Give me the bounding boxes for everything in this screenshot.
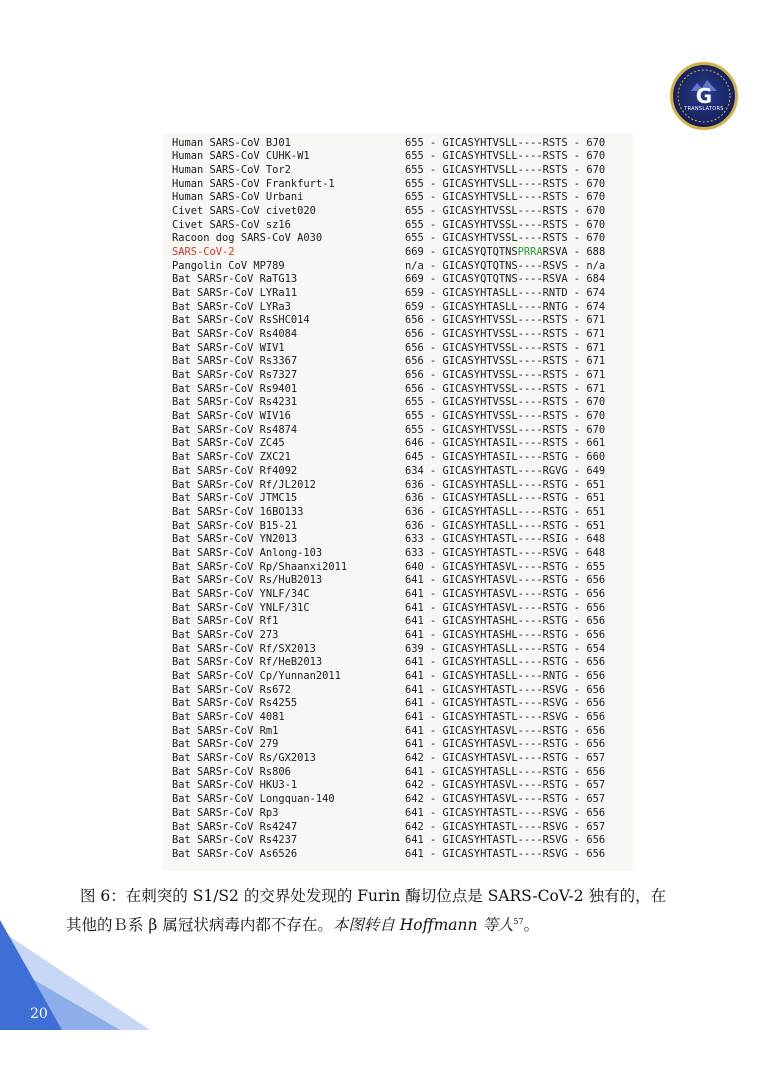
sequence-text: 641 - GICASYHTASVL----RSTG - 656 (405, 738, 606, 751)
sequence-text: 655 - GICASYHTVSSL----RSTS - 670 (405, 396, 606, 409)
alignment-figure (163, 133, 633, 871)
sequence-text: 642 - GICASYHTASVL----RSTG - 657 (405, 752, 606, 765)
sequence (405, 369, 605, 382)
strain-name: Bat SARSr-CoV YN2013 (172, 533, 298, 546)
strain-name: Bat SARSr-CoV Rs/GX2013 (172, 752, 316, 765)
logo-text: TRANSLATORS (684, 106, 724, 112)
page-number: 20 (30, 1006, 48, 1022)
sequence-text: 641 - GICASYHTASTL----RSVG - 656 (405, 711, 606, 724)
sequence (405, 451, 605, 464)
strain-name: Bat SARSr-CoV Rf/SX2013 (172, 642, 316, 655)
sequence (405, 738, 605, 751)
sequence-text: 656 - GICASYHTVSSL----RSTS - 671 (405, 369, 606, 382)
sequence-text: 659 - GICASYHTASLL----RNTG - 674 (405, 300, 606, 313)
strain-name: Bat SARSr-CoV Rs4084 (172, 328, 298, 341)
strain-name: Human SARS-CoV Frankfurt-1 (172, 177, 335, 190)
strain-name: Bat SARSr-CoV Rs4237 (172, 834, 298, 847)
sequence (405, 219, 605, 232)
sequence-text: n/a - GICASYQTQTNS----RSVS - n/a (405, 259, 606, 272)
sequence (405, 232, 605, 245)
sequence (405, 684, 605, 697)
strain-name: Bat SARSr-CoV Longquan-140 (172, 793, 335, 806)
sequence (405, 396, 605, 409)
strain-name: Bat SARSr-CoV Rs4255 (172, 697, 298, 710)
strain-name: Bat SARSr-CoV RaTG13 (172, 273, 298, 286)
sequence (405, 766, 605, 779)
sequence-text: 655 - GICASYHTVSSL----RSTS - 670 (405, 218, 606, 231)
sequence (405, 301, 605, 314)
sequence (405, 670, 605, 683)
sequence-text: 641 - GICASYHTASLL----RSTG - 656 (405, 656, 606, 669)
strain-name: Bat SARSr-CoV Anlong-103 (172, 546, 323, 559)
caption-end: 。 (523, 916, 540, 935)
sequence (405, 328, 605, 341)
logo-emblem-icon (673, 65, 735, 127)
sequence-text: 659 - GICASYHTASLL----RNTD - 674 (405, 286, 606, 299)
strain-name: Bat SARSr-CoV Rm1 (172, 724, 279, 737)
strain-name: Bat SARSr-CoV Rf1 (172, 615, 279, 628)
sequence-text: 636 - GICASYHTASLL----RSTG - 651 (405, 505, 606, 518)
strain-name: Pangolin CoV MP789 (172, 259, 285, 272)
strain-name: Bat SARSr-CoV Rs/HuB2013 (172, 574, 323, 587)
sequence-text: 641 - GICASYHTASHL----RSTG - 656 (405, 615, 606, 628)
strain-name: Bat SARSr-CoV Rp/Shaanxi2011 (172, 560, 348, 573)
strain-name: Bat SARSr-CoV LYRa3 (172, 300, 291, 313)
sequence (405, 437, 605, 450)
sequence (405, 725, 605, 738)
strain-name: Human SARS-CoV Urbani (172, 191, 304, 204)
sequence-text: 642 - GICASYHTASVL----RSTG - 657 (405, 793, 606, 806)
sequence (405, 588, 605, 601)
sequence-text: 634 - GICASYHTASTL----RGVG - 649 (405, 464, 606, 477)
sequence-text: 655 - GICASYHTVSLL----RSTS - 670 (405, 150, 606, 163)
sequence (405, 821, 605, 834)
strain-name: Bat SARSr-CoV Rs806 (172, 765, 291, 778)
sequence-text: 655 - GICASYHTVSSL----RSTS - 670 (405, 204, 606, 217)
sequence-text: 655 - GICASYHTVSSL----RSTS - 670 (405, 423, 606, 436)
strain-name: Bat SARSr-CoV Rs3367 (172, 355, 298, 368)
sequence-text: 646 - GICASYHTASIL----RSTS - 661 (405, 437, 606, 450)
sequence-text: 641 - GICASYHTASLL----RSTG - 656 (405, 765, 606, 778)
strain-name: Bat SARSr-CoV YNLF/31C (172, 601, 310, 614)
sequence (405, 574, 605, 587)
strain-name: Bat SARSr-CoV RsSHC014 (172, 314, 310, 327)
sequence-text: 641 - GICASYHTASTL----RSVG - 656 (405, 834, 606, 847)
sequence (405, 752, 605, 765)
sequence-text: 656 - GICASYHTVSSL----RSTS - 671 (405, 382, 606, 395)
sequence (405, 492, 605, 505)
strain-name: Bat SARSr-CoV B15-21 (172, 519, 298, 532)
sequence-text: 645 - GICASYHTASIL----RSTG - 660 (405, 451, 606, 464)
furin-cleavage-insert: PRRA (517, 245, 543, 258)
strain-name: Bat SARSr-CoV Rs9401 (172, 382, 298, 395)
sequence (405, 342, 605, 355)
sequence-text: 642 - GICASYHTASVL----RSTG - 657 (405, 779, 606, 792)
sequence (405, 807, 605, 820)
sequence (405, 273, 605, 286)
reference-number: 57 (513, 917, 524, 926)
sequence-text-end: RSVA - 688 (542, 245, 606, 258)
sequence (405, 711, 605, 724)
sequence-text: 656 - GICASYHTVSSL----RSTS - 671 (405, 341, 606, 354)
strain-name: Bat SARSr-CoV ZXC21 (172, 451, 291, 464)
sequence (405, 205, 605, 218)
strain-name: Bat SARSr-CoV 4081 (172, 711, 285, 724)
sequence-text: 641 - GICASYHTASVL----RSTG - 656 (405, 574, 606, 587)
translators-logo (670, 62, 738, 130)
sequence (405, 383, 605, 396)
strain-name: Bat SARSr-CoV Rp3 (172, 806, 279, 819)
sequence-text: 656 - GICASYHTVSSL----RSTS - 671 (405, 355, 606, 368)
sequence-text: 641 - GICASYHTASTL----RSVG - 656 (405, 697, 606, 710)
strain-name: Bat SARSr-CoV 279 (172, 738, 279, 751)
sequence (405, 779, 605, 792)
sequence-text: 633 - GICASYHTASTL----RSVG - 648 (405, 546, 606, 559)
caption-line-1: 图 6：在刺突的 S1/S2 的交界处发现的 Furin 酶切位点是 SARS-CoV-2 独有的，在 (80, 887, 667, 905)
sequence (405, 260, 605, 273)
sequence-text: 655 - GICASYHTVSLL----RSTS - 670 (405, 136, 606, 149)
sequence (405, 137, 605, 150)
strain-name: Bat SARSr-CoV Rs4231 (172, 396, 298, 409)
sequence-text: 641 - GICASYHTASVL----RSTG - 656 (405, 587, 606, 600)
strain-name: Bat SARSr-CoV 16BO133 (172, 505, 304, 518)
strain-name: Bat SARSr-CoV ZC45 (172, 437, 285, 450)
sequence-text: 655 - GICASYHTVSLL----RSTS - 670 (405, 163, 606, 176)
sequence-text: 669 - GICASYQTQTNS----RSVA - 684 (405, 273, 606, 286)
sequence-text: 636 - GICASYHTASLL----RSTG - 651 (405, 492, 606, 505)
strain-name: Bat SARSr-CoV Rs7327 (172, 369, 298, 382)
sequence (405, 602, 605, 615)
sequence (405, 615, 605, 628)
sequence-text: 641 - GICASYHTASVL----RSTG - 656 (405, 601, 606, 614)
strain-name: SARS-CoV-2 (172, 245, 235, 258)
sequence-text: 639 - GICASYHTASLL----RSTG - 654 (405, 642, 606, 655)
strain-name: Bat SARSr-CoV Cp/Yunnan2011 (172, 670, 341, 683)
sequence-text: 655 - GICASYHTVSLL----RSTS - 670 (405, 177, 606, 190)
sequence (405, 533, 605, 546)
strain-name: Bat SARSr-CoV WIV16 (172, 410, 291, 423)
sequence-text: 655 - GICASYHTVSSL----RSTS - 670 (405, 232, 606, 245)
sequence-text: 656 - GICASYHTVSSL----RSTS - 671 (405, 314, 606, 327)
strain-name: Bat SARSr-CoV Rs4247 (172, 820, 298, 833)
sequence-text: 633 - GICASYHTASTL----RSIG - 648 (405, 533, 606, 546)
sequence (405, 178, 605, 191)
strain-name: Racoon dog SARS-CoV A030 (172, 232, 323, 245)
sequence-text: 641 - GICASYHTASVL----RSTG - 656 (405, 724, 606, 737)
sequence (405, 246, 605, 259)
sequence (405, 465, 605, 478)
sequence-text: 640 - GICASYHTASVL----RSTG - 655 (405, 560, 606, 573)
sequence (405, 506, 605, 519)
sequence (405, 287, 605, 300)
strain-name: Bat SARSr-CoV Rs4874 (172, 423, 298, 436)
sequence-text: 641 - GICASYHTASTL----RSVG - 656 (405, 847, 606, 860)
strain-name: Bat SARSr-CoV Rf/JL2012 (172, 478, 316, 491)
strain-name: Civet SARS-CoV civet020 (172, 204, 316, 217)
sequence (405, 424, 605, 437)
sequence (405, 164, 605, 177)
sequence-text: 641 - GICASYHTASHL----RSTG - 656 (405, 628, 606, 641)
sequence (405, 314, 605, 327)
sequence (405, 479, 605, 492)
sequence-text: 636 - GICASYHTASLL----RSTG - 651 (405, 519, 606, 532)
sequence-text: 641 - GICASYHTASTL----RSVG - 656 (405, 683, 606, 696)
sequence (405, 547, 605, 560)
strain-name: Bat SARSr-CoV Rf/HeB2013 (172, 656, 323, 669)
sequence (405, 150, 605, 163)
caption-source: 本图转自 Hoffmann 等人 (332, 916, 514, 935)
strain-name: Bat SARSr-CoV Rf4092 (172, 464, 298, 477)
sequence (405, 520, 605, 533)
strain-name: Human SARS-CoV Tor2 (172, 163, 291, 176)
strain-name: Bat SARSr-CoV JTMC15 (172, 492, 298, 505)
strain-name: Bat SARSr-CoV 273 (172, 628, 279, 641)
sequence (405, 561, 605, 574)
sequence-text: 655 - GICASYHTVSLL----RSTS - 670 (405, 191, 606, 204)
strain-name: Human SARS-CoV BJ01 (172, 136, 291, 149)
sequence-text: 656 - GICASYHTVSSL----RSTS - 671 (405, 328, 606, 341)
sequence (405, 355, 605, 368)
sequence (405, 410, 605, 423)
sequence-text: 669 - GICASYQTQTNS (405, 245, 518, 258)
sequence (405, 643, 605, 656)
sequence-text: 636 - GICASYHTASLL----RSTG - 651 (405, 478, 606, 491)
strain-name: Bat SARSr-CoV Rs672 (172, 683, 291, 696)
strain-name: Bat SARSr-CoV WIV1 (172, 341, 285, 354)
sequence (405, 793, 605, 806)
strain-name: Bat SARSr-CoV LYRa11 (172, 286, 298, 299)
caption-text: 其他的Ｂ系 β 属冠状病毒内都不存在。 (66, 916, 333, 935)
sequence (405, 834, 605, 847)
page-corner-decoration (0, 920, 170, 1086)
sequence (405, 191, 605, 204)
sequence-text: 642 - GICASYHTASTL----RSVG - 657 (405, 820, 606, 833)
strain-name: Bat SARSr-CoV YNLF/34C (172, 587, 310, 600)
strain-name: Bat SARSr-CoV HKU3-1 (172, 779, 298, 792)
sequence (405, 697, 605, 710)
strain-name: Bat SARSr-CoV As6526 (172, 847, 298, 860)
strain-name: Civet SARS-CoV sz16 (172, 218, 291, 231)
sequence (405, 656, 605, 669)
sequence-text: 641 - GICASYHTASTL----RSVG - 656 (405, 806, 606, 819)
sequence (405, 848, 605, 861)
sequence-text: 641 - GICASYHTASLL----RNTG - 656 (405, 670, 606, 683)
sequence (405, 629, 605, 642)
logo-letter: G (695, 84, 713, 108)
sequence-text: 655 - GICASYHTVSSL----RSTS - 670 (405, 410, 606, 423)
strain-name: Human SARS-CoV CUHK-W1 (172, 150, 310, 163)
